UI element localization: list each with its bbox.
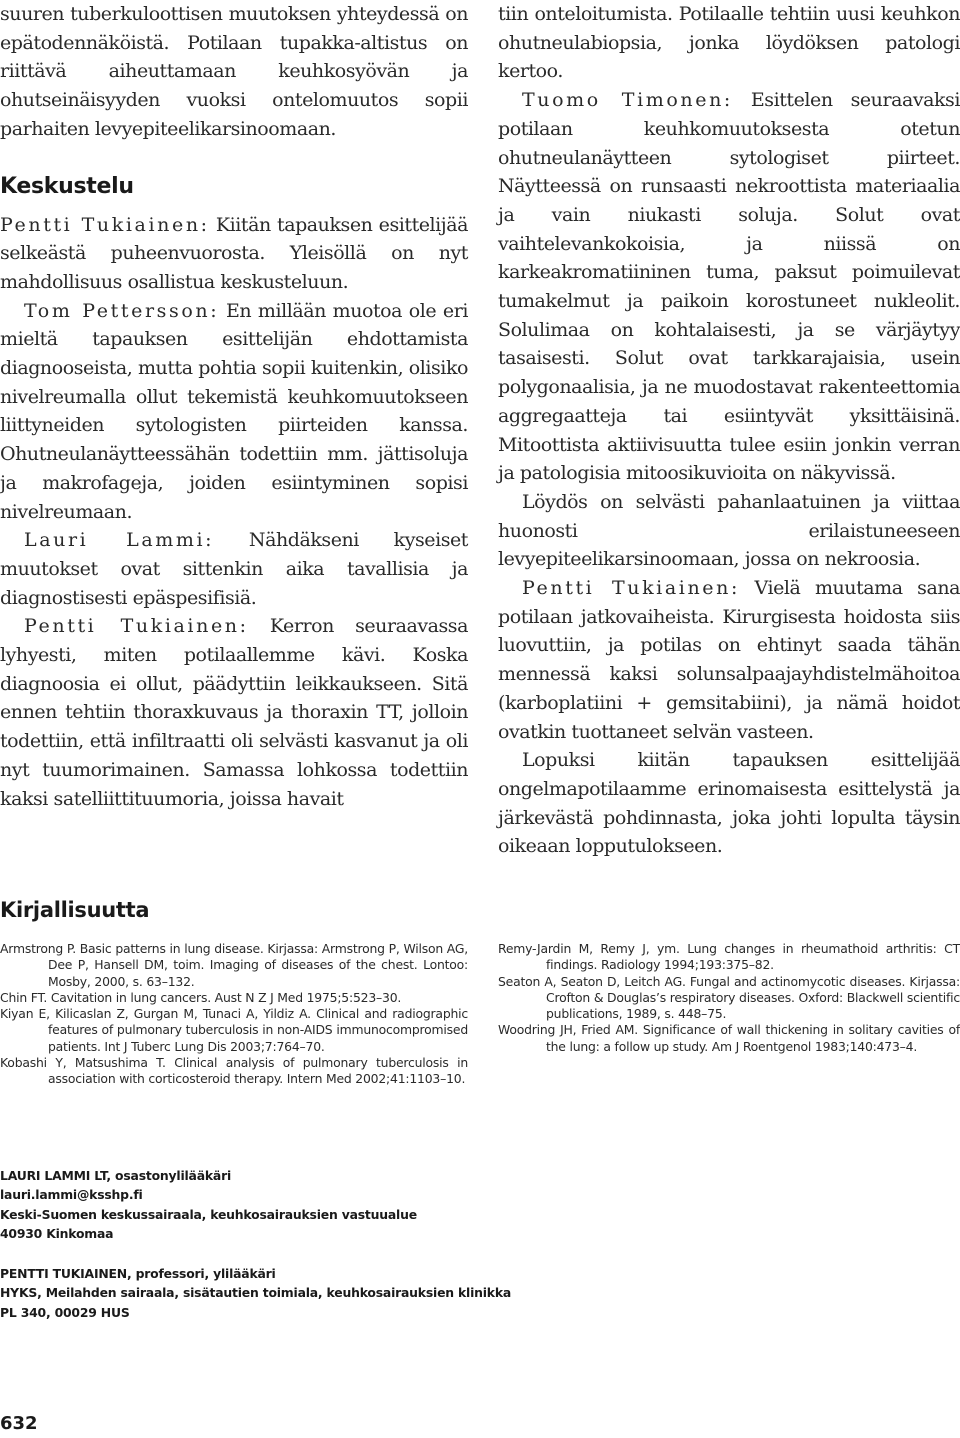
discussion-paragraph [498,574,960,746]
author-postal-address: PL 340, 00029 HUS [0,1304,130,1320]
references-right-column [498,941,960,1055]
reference-item: Seaton A, Seaton D, Leitch AG. Fungal and actinomycotic diseases. Kirjassa: Crofton & Douglas’s respiratory diseases. Oxford: Blackwell scientific publications, 1989, s. 448–75. [498,973,960,1022]
speaker-name: Lauri Lammi: [24,529,215,552]
discussion-paragraph [0,297,468,527]
speech-text: Nähdäkseni kyseiset muutokset ovat sittenkin aika tavallisia ja diagnostisesti epäspesifisiä. [0,529,468,609]
discussion-paragraph [0,526,468,612]
paragraph: Löydös on selvästi pahanlaatuinen ja viittaa huonosti erilaistuneeseen levyepiteelikarsinoomaan, jossa on nekroosia. [498,490,960,571]
reference-item: Remy-Jardin M, Remy J, ym. Lung changes in rheumathoid arthritis: CT findings. Radiology 1994;193:375–82. [498,941,960,973]
section-heading: Keskustelu [0,173,134,199]
reference-item: Kiyan E, Kilicaslan Z, Gurgan M, Tunaci A, Yildiz A. Clinical and radiographic features of pulmonary tuberculosis in non-AIDS immunocompromised patients. Int J Tuberc Lung Dis 2003;7:764–70. [0,1006,468,1054]
right-text-column [498,0,960,861]
speaker-name: Tuomo Timonen: [522,89,733,112]
speaker-name: Pentti Tukiainen: [0,213,210,236]
paragraph: tiin onteloitumista. Potilaalle tehtiin uusi keuhkon ohutneulabiopsia, jonka löydöksen patologi kertoo. [498,3,960,83]
reference-item: Armstrong P. Basic patterns in lung disease. Kirjassa: Armstrong P, Wilson AG, Dee P, Hansell DM, toim. Imaging of diseases of the chest. Lontoo: Mosby, 2000, s. 63–132. [0,941,468,989]
author-address-block [0,1264,511,1322]
paragraph: suuren tuberkuloottisen muutoksen yhteydessä on epätodennäköistä. Potilaan tupakka-altistus on riittävä aiheuttamaan keuhkosyövän ja ohutseinäisyyden vuoksi ontelomuutos sopii parhaiten levyepiteelikarsinoomaan. [0,3,468,140]
speech-text: Vielä muutama sana potilaan jatkovaiheista. Kirurgisesta hoidosta siis luovuttiin, ja potilas on ehtinyt saada tähän mennessä kaksi solunsalpaajayhdistelmähoitoa (karboplatiini + gemsitabiini), ja nämä hoidot ovatkin tuottaneet selvän vasteen. [498,577,960,743]
author-affiliation: HYKS, Meilahden sairaala, sisätautien toimiala, keuhkosairauksien klinikka [0,1285,512,1301]
paragraph: Lopuksi kiitän tapauksen esittelijää ongelmapotilaamme erinomaisesta esittelystä ja järkevästä pohdinnasta, joka johti lopulta täysin oikeaan lopputulokseen. [498,749,960,858]
references-heading: Kirjallisuutta [0,898,150,922]
discussion-paragraph [0,612,468,813]
discussion-paragraph [498,86,960,488]
speaker-name: Pentti Tukiainen: [24,615,249,638]
discussion-paragraph [0,211,468,297]
author-postal-address: 40930 Kinkomaa [0,1226,114,1242]
reference-item: Chin FT. Cavitation in lung cancers. Aust N Z J Med 1975;5:523–30. [0,989,402,1005]
author-name: LAURI LAMMI LT, osastonylilääkäri [0,1168,232,1183]
speech-text: Kerron seuraavassa lyhyesti, miten potilaallemme kävi. Koska diagnoosia ei ollut, päädyttiin leikkaukseen. Sitä ennen tehtiin thoraxkuvaus ja thoraxin TT, jolloin todettiin, että infiltraatti oli selvästi kasvanut ja oli nyt tuumorimainen. Samassa lohkossa todettiin kaksi satelliittituumoria, joissa havait [0,615,468,810]
speaker-name: Tom Pettersson: [24,299,220,322]
author-email: lauri.lammi@ksshp.fi [0,1187,143,1203]
left-text-column [0,0,468,813]
page-number: 632 [0,1413,38,1434]
speech-text: Esittelen seuraavaksi potilaan keuhkomuutoksesta otetun ohutneulanäytteen sytologiset piirteet. Näytteessä on runsaasti nekroottista materiaalia ja vain niukasti soluja. Solut ovat vaihtelevankokoisia, ja niissä on karkeakromatiininen tuma, paksut poimuilevat tumakelmut ja paikoin korostuneet nukleolit. Solulimaa on kohtalaisesti, ja se värjäytyy tasaisesti. Solut ovat tarkkarajaisia, usein polygonaalisia, ja ne muodostavat rakenteettomia aggregaatteja tai esiintyvät yksittäisinä. Mitoottista aktiivisuutta tulee esiin jonkin verran ja patologisia mitoosikuvioita on näkyvissä. [498,89,960,485]
references-left-column [0,941,468,1088]
author-name: PENTTI TUKIAINEN, professori, ylilääkäri [0,1266,276,1281]
author-affiliation: Keski-Suomen keskussairaala, keuhkosairauksien vastuualue [0,1206,417,1222]
reference-item: Woodring JH, Fried AM. Significance of wall thickening in solitary cavities of the lung: a follow up study. Am J Roentgenol 1983;140:473–4. [498,1022,960,1054]
speech-text: En millään muotoa ole eri mieltä tapauksen esittelijän ehdottamista diagnooseista, mutta pohtia sopii kuitenkin, olisiko nivelreumalla ollut tekemistä keuhkomuutokseen liittyneiden sytologisten piirteiden kanssa. Ohutneulanäytteessähän todettiin mm. jättisoluja ja makrofageja, joiden esiintyminen sopisi nivelreumaan. [0,299,468,523]
speech-text: Kiitän tapauksen esittelijää selkeästä puheenvuorosta. Yleisöllä on nyt mahdollisuus osallistua keskusteluun. [0,213,468,293]
speaker-name: Pentti Tukiainen: [522,577,740,600]
reference-item: Kobashi Y, Matsushima T. Clinical analysis of pulmonary tuberculosis in association with corticosteroid therapy. Intern Med 2002;41:1103–10. [0,1055,468,1087]
author-address-block [0,1166,417,1244]
